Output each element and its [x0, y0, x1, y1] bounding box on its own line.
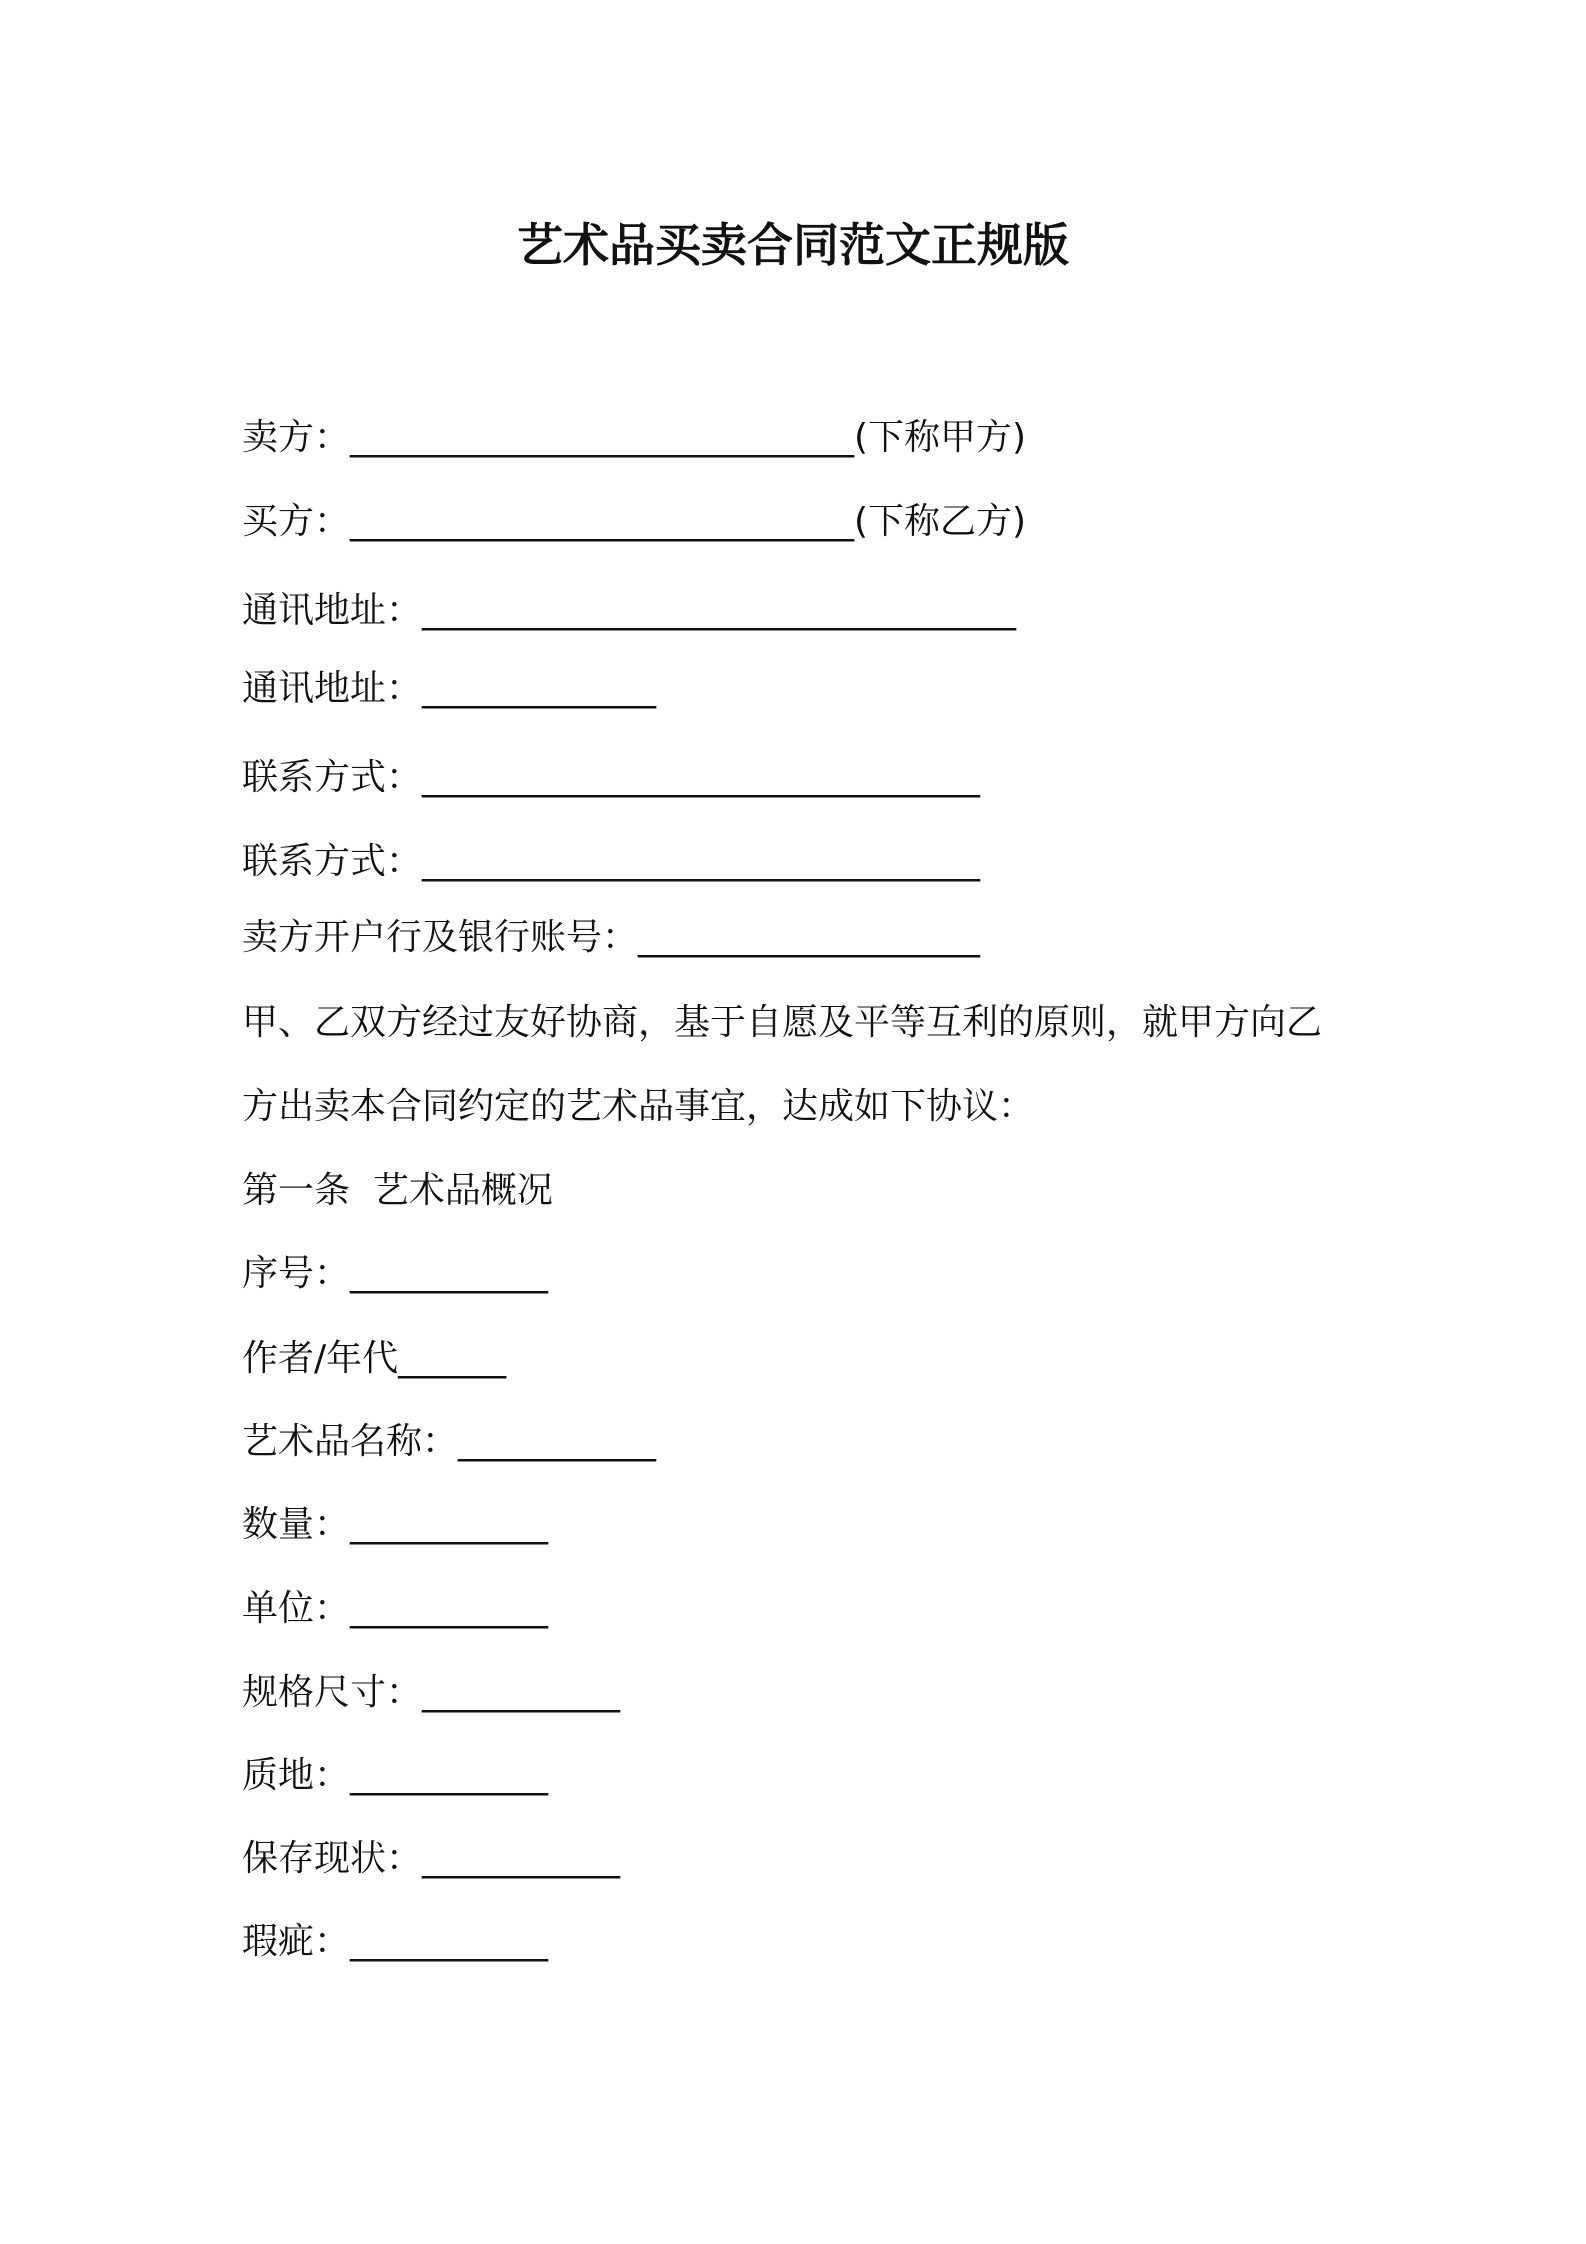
seller-bank-account-line: 卖方开户行及银行账号：___________________ — [242, 917, 981, 958]
artwork-name-field: 艺术品名称：___________ — [242, 1421, 657, 1462]
buyer-line: 买方：____________________________(下称乙方) — [242, 501, 1027, 542]
address-line-buyer: 通讯地址：_____________ — [242, 668, 657, 709]
author-era-field: 作者/年代______ — [242, 1338, 507, 1379]
article-1-heading: 第一条 艺术品概况 — [242, 1170, 553, 1211]
condition-field: 保存现状：___________ — [242, 1838, 621, 1879]
contact-line-seller: 联系方式：_______________________________ — [242, 757, 981, 798]
quantity-field: 数量：___________ — [242, 1504, 549, 1545]
address-line-seller: 通讯地址：_________________________________ — [242, 590, 1017, 631]
preamble-paragraph-line-2: 方出卖本合同约定的艺术品事宜，达成如下协议： — [242, 1086, 1035, 1127]
contact-line-buyer: 联系方式：_______________________________ — [242, 841, 981, 882]
serial-number-field: 序号：___________ — [242, 1253, 549, 1294]
seller-line: 卖方：____________________________(下称甲方) — [242, 417, 1027, 458]
dimensions-field: 规格尺寸：___________ — [242, 1672, 621, 1713]
defects-field: 瑕疵：___________ — [242, 1921, 549, 1962]
preamble-paragraph-line-1: 甲、乙双方经过友好协商，基于自愿及平等互利的原则，就甲方向乙 — [242, 1002, 1323, 1043]
unit-field: 单位：___________ — [242, 1588, 549, 1629]
document-title: 艺术品买卖合同范文正规版 — [517, 218, 1069, 272]
material-field: 质地：___________ — [242, 1755, 549, 1796]
